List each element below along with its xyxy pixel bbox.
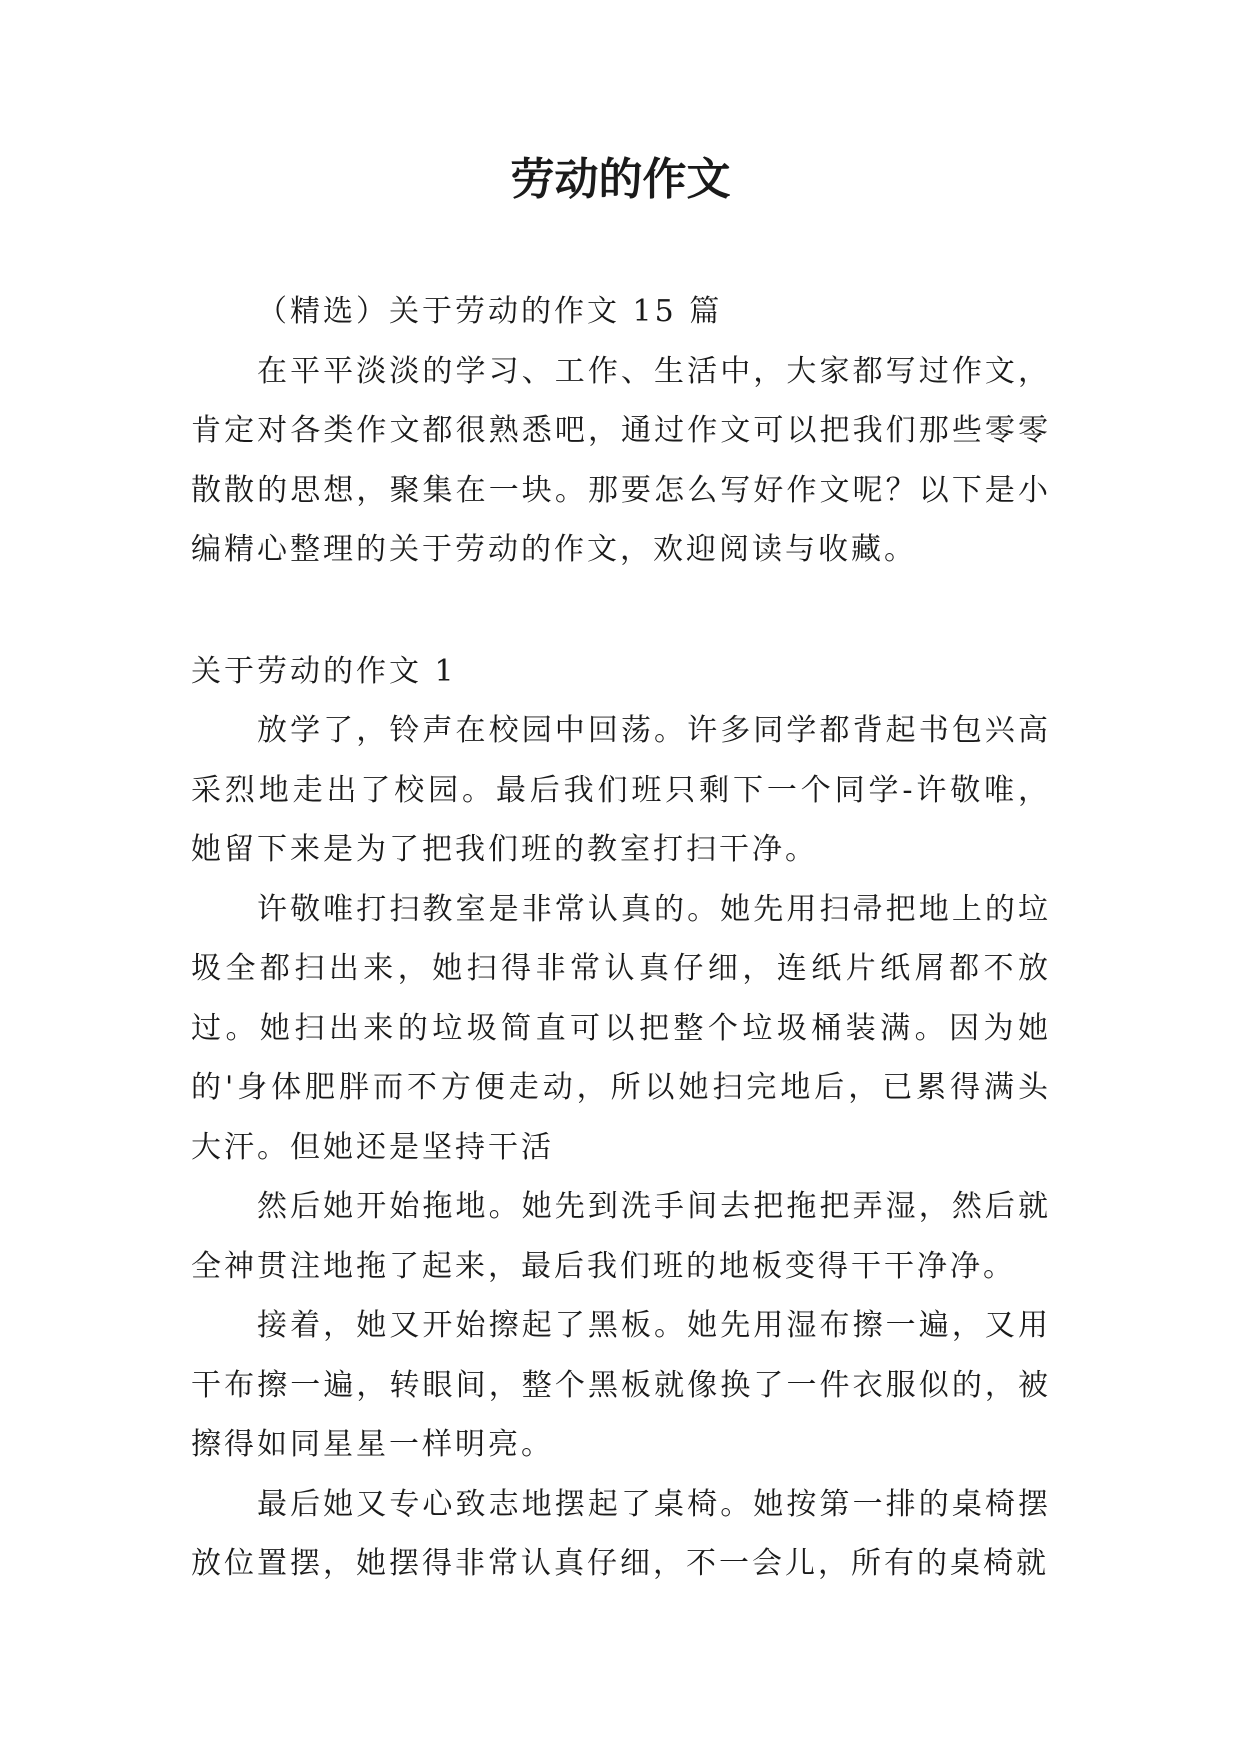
- body-paragraph-3: 然后她开始拖地。她先到洗手间去把拖把弄湿，然后就全神贯注地拖了起来，最后我们班的地板变得干干净净。: [191, 1189, 1051, 1284]
- section-spacer: [191, 580, 1051, 642]
- document-body: [191, 282, 1051, 1594]
- intro-paragraph: 在平平淡淡的学习、工作、生活中，大家都写过作文，肯定对各类作文都很熟悉吧，通过作文可以把我们那些零零散散的思想，聚集在一块。那要怎么写好作文呢？以下是小编精心整理的关于劳动的作文，欢迎阅读与收藏。: [191, 353, 1051, 567]
- document-title: 劳动的作文: [510, 154, 731, 205]
- section-heading: 关于劳动的作文 1: [191, 653, 457, 689]
- body-paragraph-4: 接着，她又开始擦起了黑板。她先用湿布擦一遍，又用干布擦一遍，转眼间，整个黑板就像换了一件衣服似的，被擦得如同星星一样明亮。: [191, 1308, 1051, 1462]
- body-paragraph-1: 放学了，铃声在校园中回荡。许多同学都背起书包兴高采烈地走出了校园。最后我们班只剩下一个同学-许敬唯，她留下来是为了把我们班的教室打扫干净。: [191, 713, 1051, 867]
- body-paragraph-2: 许敬唯打扫教室是非常认真的。她先用扫帚把地上的垃圾全都扫出来，她扫得非常认真仔细，连纸片纸屑都不放过。她扫出来的垃圾简直可以把整个垃圾桶装满。因为她的'身体肥胖而不方便走动，所以她扫完地后，已累得满头大汗。但她还是坚持干活: [191, 891, 1051, 1165]
- intro-heading: （精选）关于劳动的作文 15 篇: [257, 294, 723, 329]
- body-paragraph-5: 最后她又专心致志地摆起了桌椅。她按第一排的桌椅摆放位置摆，她摆得非常认真仔细，不一会儿，所有的桌椅就: [191, 1486, 1051, 1581]
